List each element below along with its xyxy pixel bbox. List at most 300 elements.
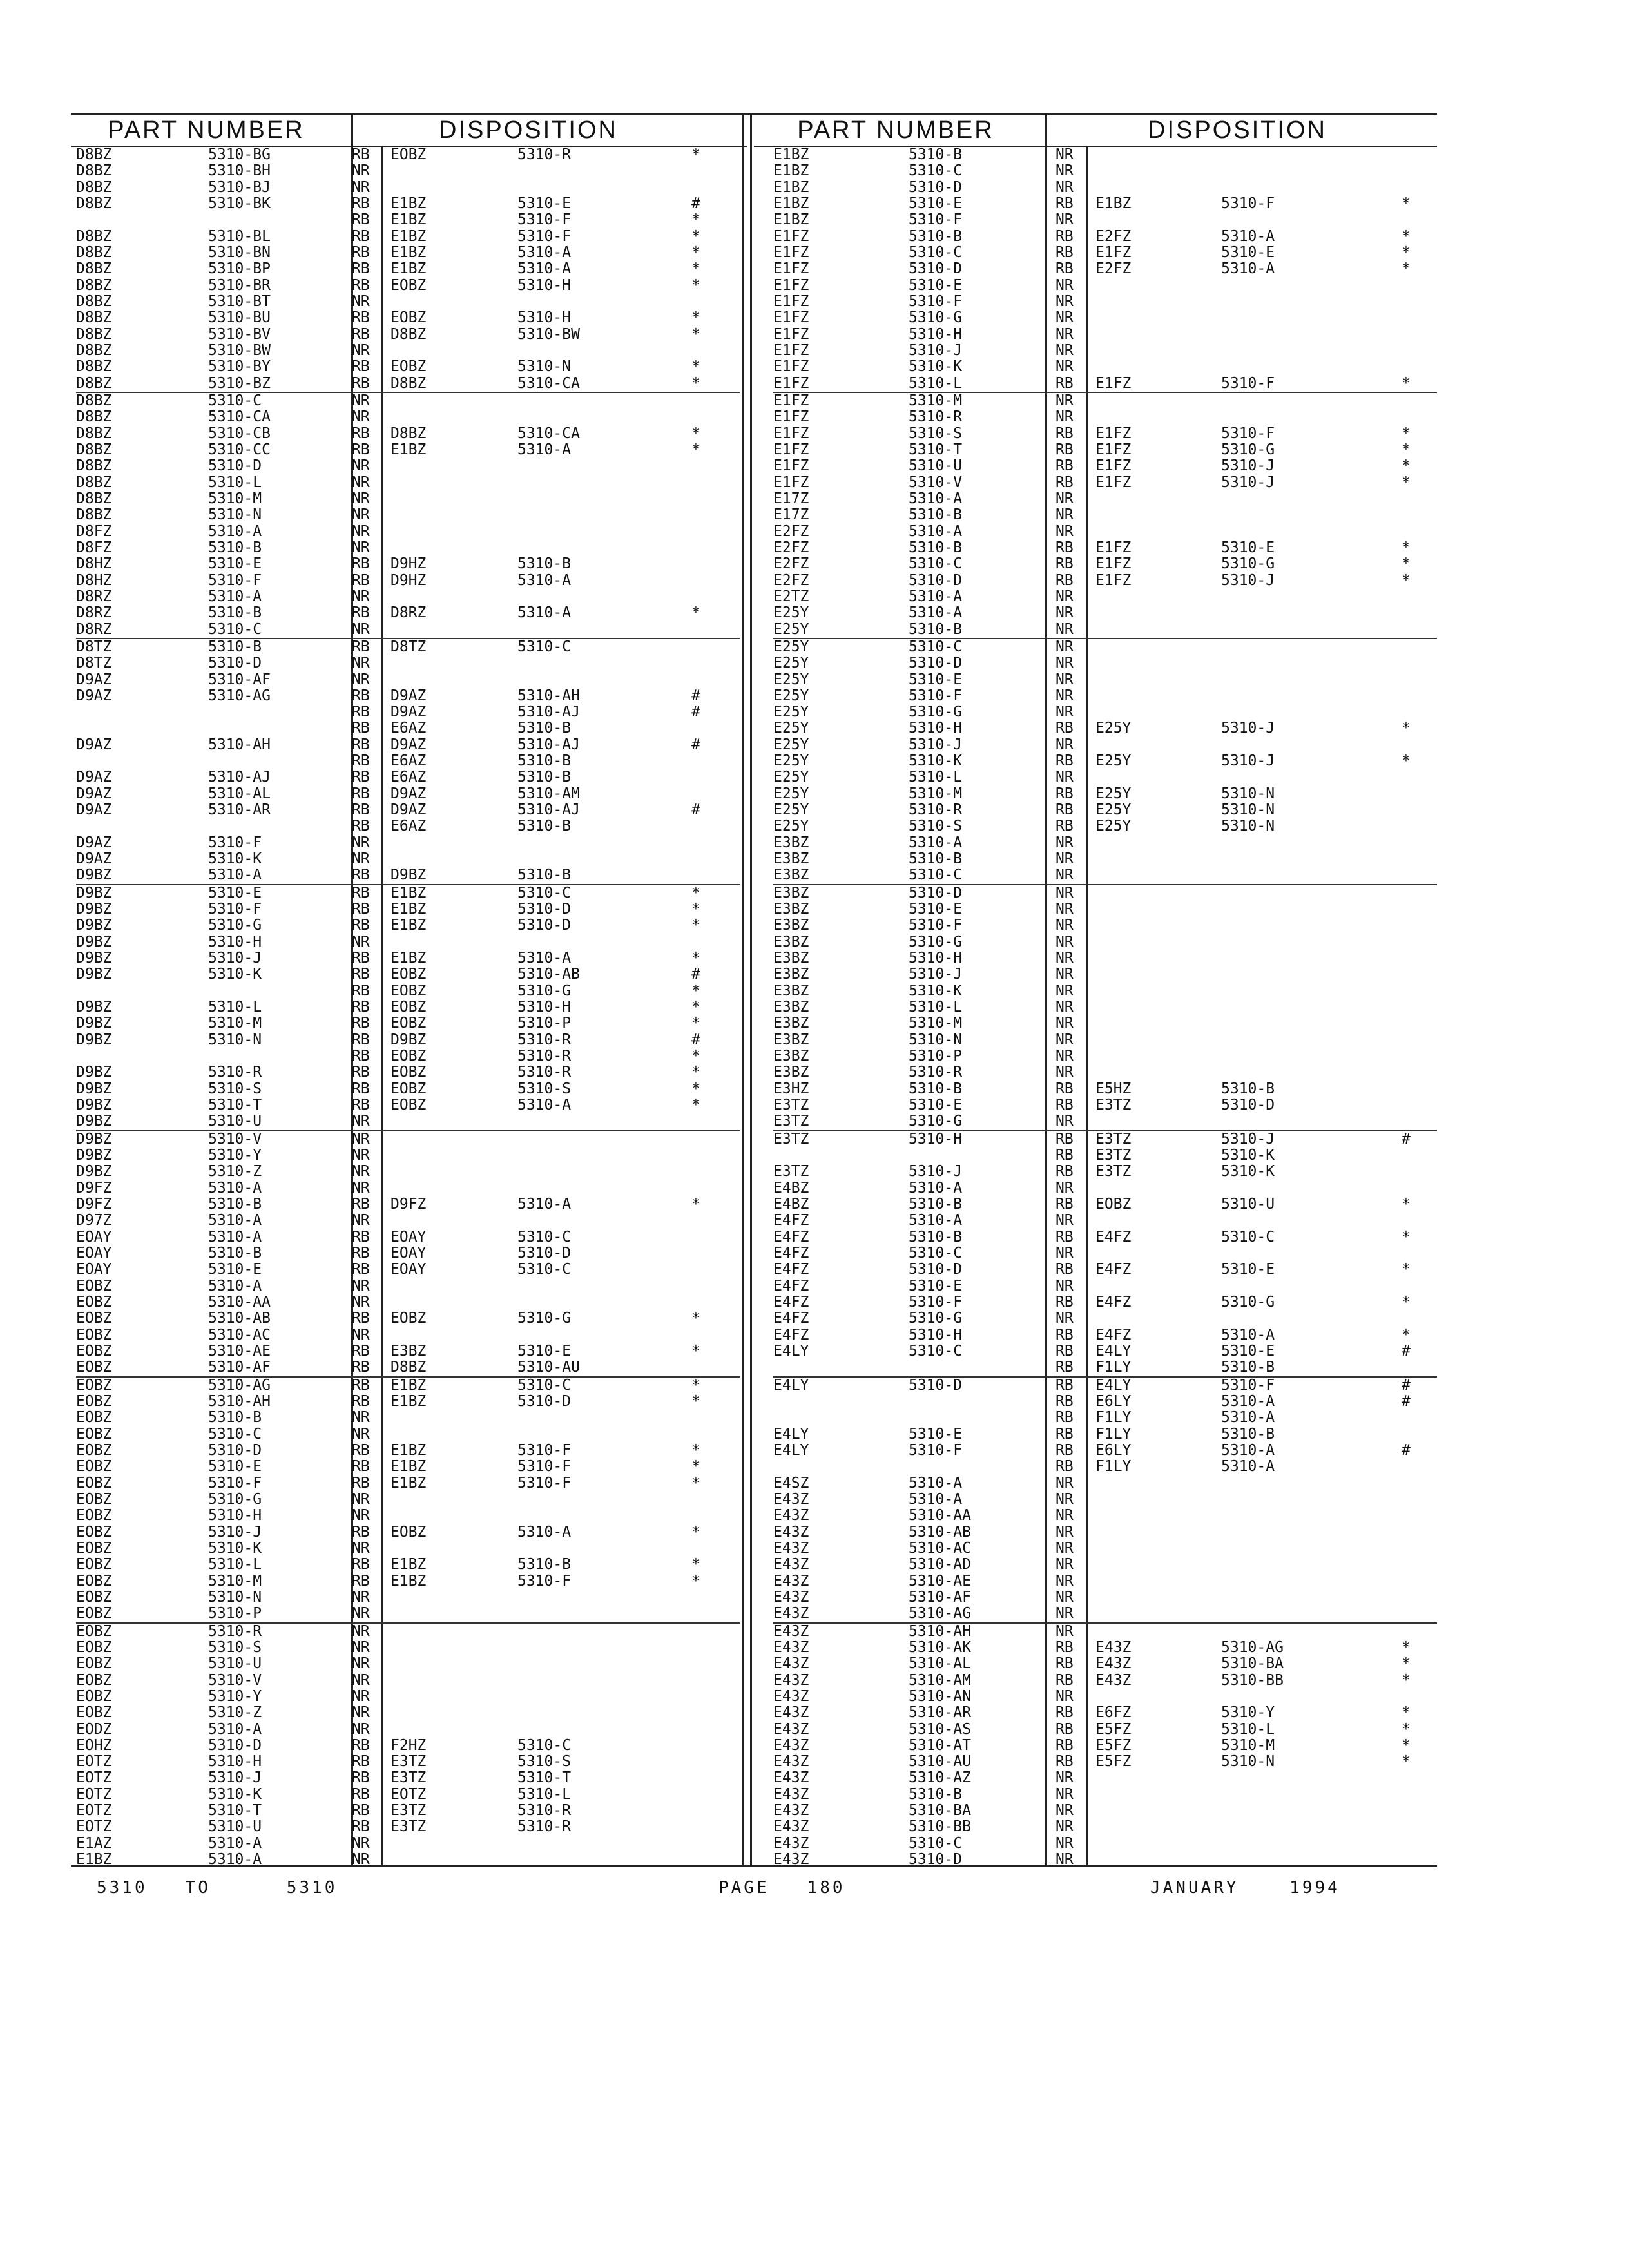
flag: * bbox=[1402, 425, 1411, 442]
replacement-number: 5310-J bbox=[1221, 720, 1275, 737]
part-prefix: E4FZ bbox=[773, 1261, 809, 1278]
part-number: 5310-D bbox=[208, 1736, 262, 1754]
left-table-row bbox=[76, 1032, 740, 1048]
left-table-row bbox=[76, 966, 740, 983]
disposition-code: RB bbox=[1055, 1704, 1074, 1722]
part-number: 5310-U bbox=[208, 1655, 262, 1673]
part-number: 5310-BH bbox=[208, 162, 271, 180]
flag: * bbox=[1402, 1655, 1411, 1673]
replacement-number: 5310-J bbox=[1221, 1130, 1275, 1148]
disposition-code: NR bbox=[1055, 901, 1074, 918]
left-table-row bbox=[76, 327, 740, 343]
right-table-row bbox=[773, 1360, 1437, 1376]
part-number: 5310-AS bbox=[909, 1720, 971, 1738]
replacement-number: 5310-R bbox=[517, 1818, 572, 1836]
part-number: 5310-F bbox=[208, 901, 262, 918]
part-prefix: E43Z bbox=[773, 1720, 809, 1738]
disposition-code: NR bbox=[1055, 1605, 1074, 1622]
part-prefix: EOBZ bbox=[76, 1376, 112, 1394]
disposition-code: NR bbox=[1055, 146, 1074, 163]
part-number: 5310-BB bbox=[909, 1818, 971, 1836]
part-number: 5310-F bbox=[909, 211, 963, 229]
left-table-row bbox=[76, 605, 740, 621]
replacement-prefix: D8BZ bbox=[390, 425, 427, 442]
part-prefix: E3BZ bbox=[773, 933, 809, 950]
flag: * bbox=[691, 917, 700, 934]
replacement-number: 5310-M bbox=[1221, 1736, 1275, 1754]
disposition-code: NR bbox=[352, 539, 370, 556]
part-prefix: E4FZ bbox=[773, 1293, 809, 1311]
replacement-prefix: EOBZ bbox=[390, 999, 427, 1016]
replacement-number: 5310-F bbox=[517, 1458, 572, 1475]
part-prefix: E1FZ bbox=[773, 244, 809, 261]
part-prefix: D8HZ bbox=[76, 555, 112, 573]
left-table-row bbox=[76, 1754, 740, 1770]
disposition-code: NR bbox=[1055, 1622, 1074, 1640]
part-prefix: D8RZ bbox=[76, 604, 112, 622]
left-table-row bbox=[76, 1770, 740, 1786]
replacement-number: 5310-N bbox=[1221, 1753, 1275, 1771]
right-table-row bbox=[773, 950, 1437, 966]
flag: * bbox=[691, 146, 700, 163]
part-prefix: E4FZ bbox=[773, 1326, 809, 1343]
replacement-prefix: E1BZ bbox=[390, 884, 427, 901]
right-table-row bbox=[773, 1705, 1437, 1721]
part-prefix: EOTZ bbox=[76, 1753, 112, 1771]
disposition-code: RB bbox=[1055, 1720, 1074, 1738]
part-number: 5310-K bbox=[208, 1539, 262, 1557]
part-prefix: E25Y bbox=[773, 655, 809, 672]
right-table-row bbox=[773, 310, 1437, 326]
part-number: 5310-K bbox=[909, 358, 963, 376]
part-prefix: D9BZ bbox=[76, 1163, 112, 1180]
disposition-code: NR bbox=[1055, 1834, 1074, 1852]
replacement-prefix: F1LY bbox=[1095, 1409, 1132, 1427]
right-table-row bbox=[773, 851, 1437, 867]
right-part-number-header: PART NUMBER bbox=[797, 117, 994, 144]
flag: * bbox=[691, 884, 700, 901]
part-number: 5310-M bbox=[208, 490, 262, 507]
disposition-code: RB bbox=[1055, 753, 1074, 770]
replacement-prefix: E1BZ bbox=[390, 211, 427, 229]
disposition-code: NR bbox=[352, 1622, 370, 1640]
replacement-number: 5310-BW bbox=[517, 325, 580, 343]
part-number: 5310-A bbox=[208, 1179, 262, 1196]
left-table-row bbox=[76, 884, 740, 901]
disposition-code: RB bbox=[1055, 244, 1074, 261]
part-prefix: D8BZ bbox=[76, 309, 112, 327]
disposition-code: NR bbox=[1055, 1031, 1074, 1048]
disposition-code: NR bbox=[352, 506, 370, 524]
flag: * bbox=[691, 1392, 700, 1410]
flag: * bbox=[1402, 244, 1411, 261]
part-prefix: EOBZ bbox=[76, 1704, 112, 1722]
replacement-prefix: E1BZ bbox=[390, 1556, 427, 1573]
disposition-code: RB bbox=[352, 1802, 370, 1820]
disposition-code: NR bbox=[1055, 604, 1074, 622]
disposition-code: RB bbox=[1055, 374, 1074, 392]
part-prefix: D9AZ bbox=[76, 769, 112, 786]
right-table-row bbox=[773, 802, 1437, 818]
left-table-row bbox=[76, 1148, 740, 1164]
right-table-row bbox=[773, 1541, 1437, 1557]
part-number: 5310-AD bbox=[909, 1556, 971, 1573]
part-prefix: E2FZ bbox=[773, 555, 809, 573]
part-number: 5310-J bbox=[909, 966, 963, 983]
right-table-row bbox=[773, 475, 1437, 491]
part-prefix: D9AZ bbox=[76, 671, 112, 688]
disposition-code: NR bbox=[352, 1588, 370, 1606]
flag: * bbox=[1402, 441, 1411, 458]
replacement-number: 5310-E bbox=[1221, 539, 1275, 556]
disposition-code: NR bbox=[1055, 293, 1074, 310]
flag: * bbox=[1402, 1671, 1411, 1689]
part-number: 5310-BZ bbox=[208, 374, 271, 392]
left-table-row bbox=[76, 1622, 740, 1640]
flag: * bbox=[691, 1015, 700, 1032]
disposition-code: RB bbox=[1055, 227, 1074, 245]
part-prefix: E3BZ bbox=[773, 982, 809, 999]
disposition-code: NR bbox=[1055, 950, 1074, 967]
flag: # bbox=[1402, 1130, 1411, 1148]
part-number: 5310-G bbox=[909, 309, 963, 327]
part-number: 5310-BU bbox=[208, 309, 271, 327]
part-prefix: EOBZ bbox=[76, 1622, 112, 1640]
disposition-code: NR bbox=[352, 1539, 370, 1557]
part-prefix: EOBZ bbox=[76, 1655, 112, 1673]
disposition-code: NR bbox=[1055, 620, 1074, 638]
part-number: 5310-Z bbox=[208, 1704, 262, 1722]
part-number: 5310-BK bbox=[208, 195, 271, 212]
disposition-code: NR bbox=[1055, 982, 1074, 999]
left-table-row bbox=[76, 196, 740, 212]
replacement-prefix: E1FZ bbox=[1095, 441, 1132, 458]
part-prefix: E3TZ bbox=[773, 1097, 809, 1114]
right-table-row bbox=[773, 1081, 1437, 1097]
part-number: 5310-K bbox=[909, 982, 963, 999]
flag: * bbox=[691, 604, 700, 622]
disposition-code: RB bbox=[352, 982, 370, 999]
disposition-code: NR bbox=[352, 1720, 370, 1738]
disposition-code: RB bbox=[1055, 785, 1074, 802]
replacement-prefix: EOBZ bbox=[390, 309, 427, 327]
replacement-prefix: E1FZ bbox=[1095, 572, 1132, 589]
replacement-number: 5310-J bbox=[1221, 474, 1275, 491]
part-number: 5310-B bbox=[909, 1196, 963, 1213]
disposition-code: NR bbox=[1055, 933, 1074, 950]
part-number: 5310-V bbox=[208, 1671, 262, 1689]
replacement-number: 5310-E bbox=[1221, 244, 1275, 261]
part-prefix: E4FZ bbox=[773, 1212, 809, 1229]
part-prefix: D9BZ bbox=[76, 1147, 112, 1164]
disposition-code: RB bbox=[352, 1572, 370, 1590]
replacement-number: 5310-E bbox=[517, 1342, 572, 1360]
disposition-code: RB bbox=[352, 1474, 370, 1492]
left-table-row bbox=[76, 1164, 740, 1180]
part-number: 5310-F bbox=[208, 572, 262, 589]
right-table-row bbox=[773, 901, 1437, 918]
part-number: 5310-E bbox=[909, 901, 963, 918]
right-table-row bbox=[773, 1557, 1437, 1573]
flag: * bbox=[1402, 572, 1411, 589]
replacement-prefix: E5FZ bbox=[1095, 1720, 1132, 1738]
disposition-code: NR bbox=[352, 1409, 370, 1427]
part-prefix: EOBZ bbox=[76, 1458, 112, 1475]
part-number: 5310-AL bbox=[208, 785, 271, 802]
replacement-number: 5310-G bbox=[1221, 1293, 1275, 1311]
part-number: 5310-B bbox=[909, 1228, 963, 1245]
replacement-prefix: E6FZ bbox=[1095, 1704, 1132, 1722]
left-table-row bbox=[76, 1836, 740, 1852]
part-prefix: D8BZ bbox=[76, 358, 112, 376]
disposition-code: RB bbox=[1055, 1163, 1074, 1180]
center-divider-b bbox=[750, 113, 752, 1865]
disposition-code: NR bbox=[352, 392, 370, 409]
replacement-prefix: E43Z bbox=[1095, 1639, 1132, 1656]
disposition-code: RB bbox=[352, 325, 370, 343]
left-table-row bbox=[76, 261, 740, 277]
part-prefix: E43Z bbox=[773, 1671, 809, 1689]
disposition-code: RB bbox=[1055, 1080, 1074, 1097]
disposition-code: NR bbox=[1055, 1785, 1074, 1803]
replacement-number: 5310-D bbox=[517, 917, 572, 934]
part-number: 5310-U bbox=[208, 1113, 262, 1130]
replacement-prefix: D8TZ bbox=[390, 638, 427, 655]
right-table-row bbox=[773, 1492, 1437, 1508]
disposition-code: RB bbox=[1055, 1228, 1074, 1245]
replacement-prefix: E6AZ bbox=[390, 753, 427, 770]
left-table-row bbox=[76, 867, 740, 883]
flag: * bbox=[1402, 1261, 1411, 1278]
disposition-code: RB bbox=[352, 1310, 370, 1327]
replacement-prefix: E1BZ bbox=[390, 1441, 427, 1459]
part-prefix: E3BZ bbox=[773, 834, 809, 851]
left-table-row bbox=[76, 818, 740, 834]
disposition-code: RB bbox=[352, 818, 370, 835]
part-prefix: D9BZ bbox=[76, 917, 112, 934]
disposition-code: NR bbox=[1055, 1687, 1074, 1705]
disposition-code: NR bbox=[1055, 1277, 1074, 1294]
flag: # bbox=[1402, 1392, 1411, 1410]
replacement-prefix: D9AZ bbox=[390, 785, 427, 802]
part-number: 5310-BY bbox=[208, 358, 271, 376]
part-prefix: E3TZ bbox=[773, 1113, 809, 1130]
replacement-prefix: E1BZ bbox=[390, 441, 427, 458]
part-prefix: E3BZ bbox=[773, 999, 809, 1016]
disposition-code: RB bbox=[1055, 572, 1074, 589]
part-number: 5310-AH bbox=[208, 1392, 271, 1410]
replacement-prefix: E1BZ bbox=[390, 195, 427, 212]
left-table-row bbox=[76, 1803, 740, 1819]
part-prefix: EOBZ bbox=[76, 1556, 112, 1573]
disposition-code: RB bbox=[352, 1769, 370, 1787]
part-number: 5310-D bbox=[208, 457, 262, 475]
left-table-row bbox=[76, 426, 740, 442]
part-prefix: EOAY bbox=[76, 1261, 112, 1278]
part-number: 5310-A bbox=[909, 490, 963, 507]
disposition-code: RB bbox=[1055, 1342, 1074, 1360]
part-prefix: E43Z bbox=[773, 1572, 809, 1590]
part-number: 5310-H bbox=[909, 1326, 963, 1343]
part-number: 5310-AM bbox=[909, 1671, 971, 1689]
right-table-row bbox=[773, 688, 1437, 704]
part-number: 5310-B bbox=[208, 638, 262, 655]
right-table-row bbox=[773, 359, 1437, 375]
disposition-code: NR bbox=[352, 457, 370, 475]
part-number: 5310-BW bbox=[208, 341, 271, 359]
part-prefix: E25Y bbox=[773, 818, 809, 835]
part-number: 5310-J bbox=[909, 1163, 963, 1180]
footer-date: JANUARY 1994 bbox=[1150, 1878, 1340, 1898]
disposition-code: RB bbox=[352, 1261, 370, 1278]
part-prefix: D8BZ bbox=[76, 441, 112, 458]
replacement-number: 5310-K bbox=[1221, 1147, 1275, 1164]
part-prefix: E2TZ bbox=[773, 588, 809, 605]
replacement-prefix: D9AZ bbox=[390, 704, 427, 721]
part-number: 5310-AR bbox=[909, 1704, 971, 1722]
part-number: 5310-H bbox=[909, 325, 963, 343]
part-prefix: D9FZ bbox=[76, 1196, 112, 1213]
disposition-code: NR bbox=[1055, 211, 1074, 229]
part-number: 5310-S bbox=[208, 1639, 262, 1656]
part-number: 5310-F bbox=[208, 1474, 262, 1492]
flag: # bbox=[1402, 1342, 1411, 1360]
flag: * bbox=[691, 441, 700, 458]
replacement-number: 5310-G bbox=[1221, 555, 1275, 573]
part-prefix: D8HZ bbox=[76, 572, 112, 589]
replacement-number: 5310-F bbox=[517, 211, 572, 229]
disposition-code: RB bbox=[352, 769, 370, 786]
part-number: 5310-G bbox=[909, 933, 963, 950]
left-table-row bbox=[76, 359, 740, 375]
flag: * bbox=[691, 1572, 700, 1590]
part-prefix: D8TZ bbox=[76, 655, 112, 672]
part-prefix: E1BZ bbox=[773, 195, 809, 212]
left-table-row bbox=[76, 769, 740, 785]
part-number: 5310-BR bbox=[208, 276, 271, 294]
top-rule bbox=[71, 113, 1437, 115]
flag: * bbox=[691, 309, 700, 327]
right-table-row bbox=[773, 1245, 1437, 1262]
replacement-prefix: E3TZ bbox=[1095, 1163, 1132, 1180]
flag: * bbox=[691, 358, 700, 376]
disposition-code: NR bbox=[1055, 1588, 1074, 1606]
part-number: 5310-D bbox=[909, 1261, 963, 1278]
right-table-row bbox=[773, 704, 1437, 720]
disposition-code: NR bbox=[1055, 1179, 1074, 1196]
part-prefix: E4SZ bbox=[773, 1474, 809, 1492]
disposition-code: NR bbox=[1055, 999, 1074, 1016]
part-number: 5310-AN bbox=[909, 1687, 971, 1705]
disposition-code: RB bbox=[352, 1818, 370, 1836]
part-prefix: E17Z bbox=[773, 506, 809, 524]
right-table-row bbox=[773, 163, 1437, 179]
replacement-prefix: D8RZ bbox=[390, 604, 427, 622]
replacement-prefix: E25Y bbox=[1095, 753, 1132, 770]
left-table-row bbox=[76, 475, 740, 491]
part-prefix: D8BZ bbox=[76, 392, 112, 409]
part-number: 5310-B bbox=[909, 620, 963, 638]
disposition-code: RB bbox=[352, 358, 370, 376]
disposition-code: RB bbox=[352, 950, 370, 967]
right-table-row bbox=[773, 1394, 1437, 1410]
disposition-code: RB bbox=[1055, 818, 1074, 835]
part-prefix: E4FZ bbox=[773, 1244, 809, 1262]
disposition-code: RB bbox=[352, 1080, 370, 1097]
right-table-row bbox=[773, 1475, 1437, 1492]
disposition-code: NR bbox=[352, 1212, 370, 1229]
right-table-row bbox=[773, 1640, 1437, 1656]
part-prefix: D9BZ bbox=[76, 867, 112, 884]
replacement-prefix: F1LY bbox=[1095, 1458, 1132, 1475]
replacement-number: 5310-R bbox=[517, 1031, 572, 1048]
part-prefix: D9FZ bbox=[76, 1179, 112, 1196]
part-prefix: D8BZ bbox=[76, 374, 112, 392]
left-table-row bbox=[76, 704, 740, 720]
part-number: 5310-H bbox=[909, 1130, 963, 1148]
replacement-prefix: E1BZ bbox=[390, 917, 427, 934]
disposition-code: NR bbox=[352, 850, 370, 868]
replacement-number: 5310-C bbox=[517, 1736, 572, 1754]
part-number: 5310-C bbox=[909, 867, 963, 884]
replacement-prefix: E2FZ bbox=[1095, 227, 1132, 245]
disposition-code: RB bbox=[352, 572, 370, 589]
right-table-row bbox=[773, 1673, 1437, 1689]
part-prefix: EOBZ bbox=[76, 1474, 112, 1492]
disposition-code: NR bbox=[1055, 884, 1074, 901]
part-prefix: D97Z bbox=[76, 1212, 112, 1229]
flag: * bbox=[1402, 555, 1411, 573]
replacement-number: 5310-N bbox=[517, 358, 572, 376]
replacement-number: 5310-G bbox=[517, 1310, 572, 1327]
disposition-code: RB bbox=[352, 146, 370, 163]
replacement-prefix: D9AZ bbox=[390, 736, 427, 753]
right-table-row bbox=[773, 786, 1437, 802]
replacement-prefix: EOBZ bbox=[390, 146, 427, 163]
right-table-row bbox=[773, 655, 1437, 671]
right-table-row bbox=[773, 605, 1437, 621]
replacement-prefix: EOTZ bbox=[390, 1785, 427, 1803]
part-number: 5310-A bbox=[208, 588, 262, 605]
disposition-code: NR bbox=[352, 1655, 370, 1673]
part-prefix: E1FZ bbox=[773, 309, 809, 327]
replacement-number: 5310-H bbox=[517, 276, 572, 294]
right-table-row bbox=[773, 229, 1437, 245]
replacement-prefix: E1FZ bbox=[1095, 425, 1132, 442]
right-disposition-header: DISPOSITION bbox=[1148, 117, 1327, 144]
left-table-row bbox=[76, 1852, 740, 1868]
flag: * bbox=[1402, 474, 1411, 491]
left-table-row bbox=[76, 1427, 740, 1443]
replacement-prefix: E3TZ bbox=[390, 1802, 427, 1820]
replacement-prefix: EOBZ bbox=[390, 1310, 427, 1327]
disposition-code: RB bbox=[1055, 1736, 1074, 1754]
right-table-row bbox=[773, 769, 1437, 785]
part-number: 5310-AT bbox=[909, 1736, 971, 1754]
disposition-code: RB bbox=[1055, 1376, 1074, 1394]
part-prefix: E1BZ bbox=[773, 146, 809, 163]
flag: * bbox=[691, 1064, 700, 1081]
flag: * bbox=[691, 1342, 700, 1360]
replacement-prefix: E5FZ bbox=[1095, 1736, 1132, 1754]
part-prefix: E3BZ bbox=[773, 884, 809, 901]
replacement-number: 5310-K bbox=[1221, 1163, 1275, 1180]
part-number: 5310-F bbox=[909, 1441, 963, 1459]
left-table-row bbox=[76, 1294, 740, 1311]
part-prefix: E43Z bbox=[773, 1507, 809, 1524]
disposition-code: NR bbox=[352, 588, 370, 605]
disposition-code: RB bbox=[352, 1376, 370, 1394]
